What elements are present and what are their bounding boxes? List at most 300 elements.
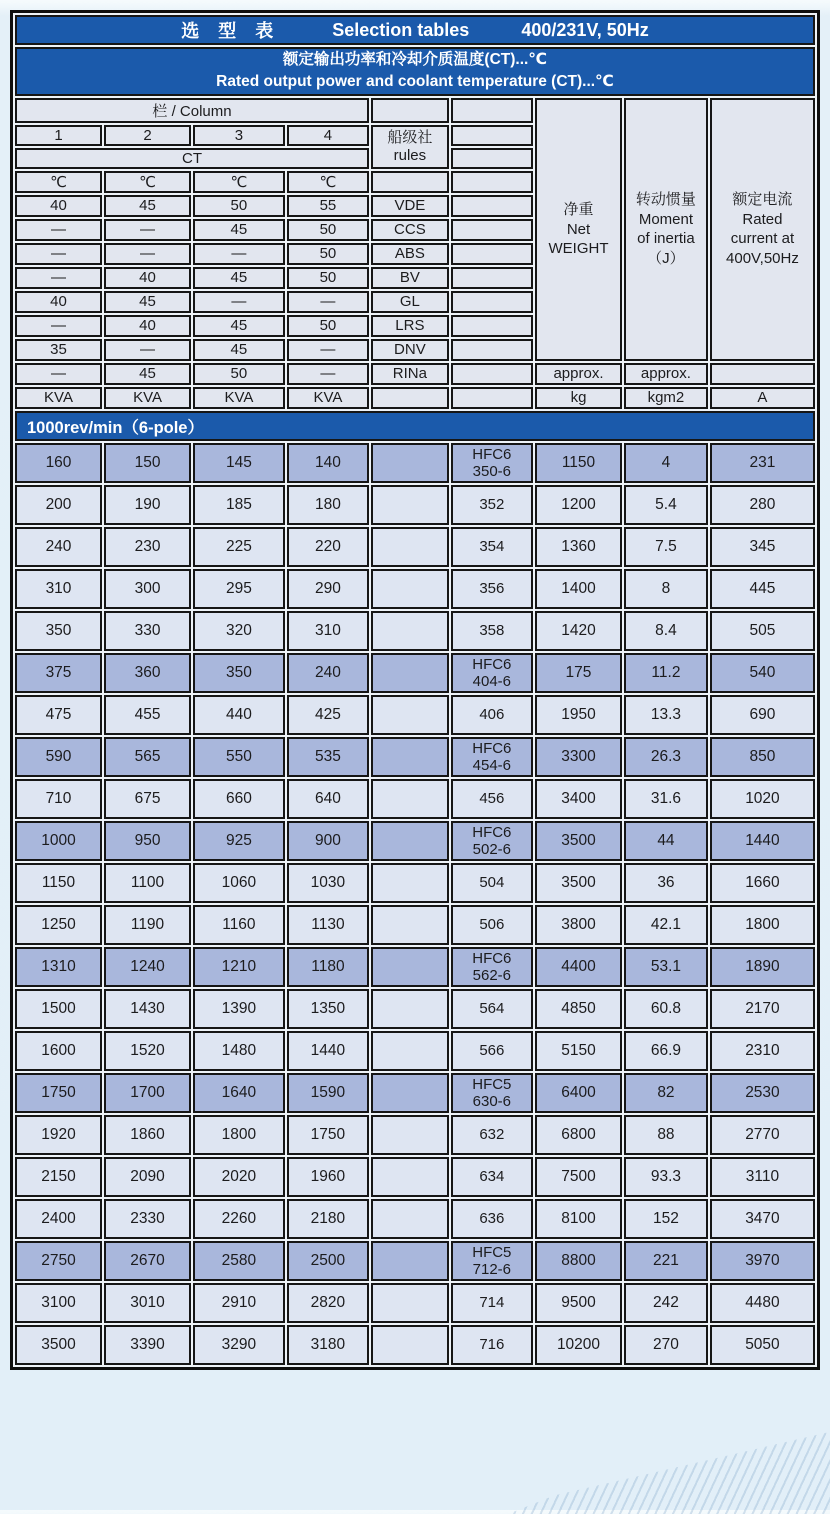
model-line: 634 <box>479 1168 505 1186</box>
table-row <box>15 737 815 777</box>
kva-rating-cell: 590 <box>15 737 102 777</box>
net-weight-cell: 4400 <box>535 947 622 987</box>
rated-current-cell: 540 <box>710 653 815 693</box>
selection-table <box>10 10 820 1370</box>
ct-value-cell: 35 <box>15 339 102 361</box>
subtitle-bar-cell <box>15 47 815 96</box>
kva-rating-cell: 2150 <box>15 1157 102 1197</box>
model-cell <box>451 443 533 483</box>
current-en3: 400V,50Hz <box>726 249 799 267</box>
net-weight-cell: 6400 <box>535 1073 622 1113</box>
weight-unit-cell: kg <box>535 387 622 409</box>
model-line: 350-6 <box>472 462 512 480</box>
model-cell <box>451 1199 533 1239</box>
ct-value-cell: — <box>104 219 191 241</box>
kva-rating-cell: 565 <box>104 737 191 777</box>
kva-rating-cell: 1500 <box>15 989 102 1029</box>
kva-rating-cell: 180 <box>287 485 369 525</box>
spare-empty-cell <box>451 387 533 409</box>
deg-cell: ℃ <box>15 171 102 193</box>
model-line: 404-6 <box>472 672 512 690</box>
column-number-cell: 4 <box>287 125 369 146</box>
kva-rating-cell: 925 <box>193 821 285 861</box>
kva-rating-cell: 2020 <box>193 1157 285 1197</box>
kva-rating-cell: 3100 <box>15 1283 102 1323</box>
inertia-value-cell: 42.1 <box>624 905 708 945</box>
inertia-value-cell: 270 <box>624 1325 708 1365</box>
kva-rating-cell: 1390 <box>193 989 285 1029</box>
title-bar-cell <box>15 15 815 45</box>
rated-current-cell: 3110 <box>710 1157 815 1197</box>
rules-empty-cell <box>371 171 449 193</box>
deg-cell: ℃ <box>193 171 285 193</box>
table-row <box>15 569 815 609</box>
rules-empty-cell <box>371 98 449 123</box>
kva-rating-cell: 200 <box>15 485 102 525</box>
inertia-value-cell: 88 <box>624 1115 708 1155</box>
net-weight-cell: 6800 <box>535 1115 622 1155</box>
spare-empty-cell <box>451 171 533 193</box>
kva-rating-cell: 3500 <box>15 1325 102 1365</box>
net-weight-cell: 1360 <box>535 527 622 567</box>
kva-rating-cell: 350 <box>15 611 102 651</box>
model-line: HFC6 <box>472 823 512 841</box>
rated-current-cell: 2530 <box>710 1073 815 1113</box>
inertia-header-cell <box>624 98 708 361</box>
kva-rating-cell: 2820 <box>287 1283 369 1323</box>
model-line: 712-6 <box>472 1260 512 1278</box>
table-row <box>15 653 815 693</box>
spare-empty-cell <box>451 291 533 313</box>
kva-rating-cell: 1030 <box>287 863 369 903</box>
rules-empty-cell <box>371 821 449 861</box>
kva-rating-cell: 145 <box>193 443 285 483</box>
rules-empty-cell <box>371 1157 449 1197</box>
inertia-value-cell: 221 <box>624 1241 708 1281</box>
table-row <box>15 1073 815 1113</box>
ct-value-cell: 45 <box>193 219 285 241</box>
ct-value-cell: 45 <box>193 315 285 337</box>
subtitle-row <box>15 47 815 96</box>
table-row <box>15 611 815 651</box>
rated-current-cell: 4480 <box>710 1283 815 1323</box>
net-weight-cell: 3500 <box>535 863 622 903</box>
model-cell <box>451 863 533 903</box>
kva-rating-cell: 550 <box>193 737 285 777</box>
kva-rating-cell: 350 <box>193 653 285 693</box>
ct-value-cell: 40 <box>15 195 102 217</box>
rules-empty-cell <box>371 863 449 903</box>
kva-rating-cell: 360 <box>104 653 191 693</box>
kva-rating-cell: 1800 <box>193 1115 285 1155</box>
inertia-value-cell: 82 <box>624 1073 708 1113</box>
rules-label-en: rules <box>393 146 427 164</box>
kva-rating-cell: 1180 <box>287 947 369 987</box>
net-weight-header-cell <box>535 98 622 361</box>
model-cell <box>451 569 533 609</box>
model-line: 352 <box>479 496 505 514</box>
model-cell <box>451 611 533 651</box>
net-weight-en2: WEIGHT <box>548 240 609 258</box>
inertia-value-cell: 13.3 <box>624 695 708 735</box>
table-row <box>15 821 815 861</box>
kva-rating-cell: 375 <box>15 653 102 693</box>
kva-rating-cell: 230 <box>104 527 191 567</box>
net-weight-cell: 4850 <box>535 989 622 1029</box>
ct-value-cell: 50 <box>287 243 369 265</box>
class-rule-cell: LRS <box>371 315 449 337</box>
ct-value-cell: — <box>193 291 285 313</box>
inertia-value-cell: 4 <box>624 443 708 483</box>
kva-rating-cell: 1060 <box>193 863 285 903</box>
class-rule-cell: DNV <box>371 339 449 361</box>
kva-rating-cell: 1520 <box>104 1031 191 1071</box>
kva-rating-cell: 425 <box>287 695 369 735</box>
model-line: 454-6 <box>472 756 512 774</box>
rules-empty-cell <box>371 779 449 819</box>
table-row <box>15 1031 815 1071</box>
kva-rating-cell: 1240 <box>104 947 191 987</box>
model-line: 504 <box>479 874 505 892</box>
kva-rating-cell: 150 <box>104 443 191 483</box>
inertia-value-cell: 7.5 <box>624 527 708 567</box>
model-line: HFC5 <box>472 1243 512 1261</box>
table-row <box>15 1283 815 1323</box>
ct-value-cell: — <box>287 339 369 361</box>
kva-rating-cell: 710 <box>15 779 102 819</box>
ct-value-cell: 50 <box>193 363 285 385</box>
rules-empty-cell <box>371 905 449 945</box>
kva-rating-cell: 1160 <box>193 905 285 945</box>
net-weight-cell: 5150 <box>535 1031 622 1071</box>
current-en2: current at <box>730 230 795 248</box>
class-rule-cell: VDE <box>371 195 449 217</box>
title-spec: 400/231V, 50Hz <box>521 19 649 40</box>
kva-rating-cell: 2500 <box>287 1241 369 1281</box>
kva-rating-cell: 1000 <box>15 821 102 861</box>
table-row <box>15 779 815 819</box>
speed-section-row <box>15 411 815 441</box>
kva-rating-cell: 300 <box>104 569 191 609</box>
ct-value-cell: — <box>15 219 102 241</box>
class-rule-cell: ABS <box>371 243 449 265</box>
ct-value-cell: — <box>104 339 191 361</box>
inertia-value-cell: 8.4 <box>624 611 708 651</box>
class-rule-cell: GL <box>371 291 449 313</box>
spare-empty-cell <box>451 267 533 289</box>
kva-unit-cell: KVA <box>15 387 102 409</box>
rated-current-cell: 3470 <box>710 1199 815 1239</box>
column-number-cell: 3 <box>193 125 285 146</box>
model-line: 714 <box>479 1294 505 1312</box>
net-weight-cell: 8100 <box>535 1199 622 1239</box>
model-line: HFC6 <box>472 445 512 463</box>
ct-value-cell: — <box>287 363 369 385</box>
model-cell <box>451 1115 533 1155</box>
net-weight-cell: 1950 <box>535 695 622 735</box>
table-row <box>15 527 815 567</box>
approx-inertia-cell: approx. <box>624 363 708 385</box>
rated-current-cell: 1440 <box>710 821 815 861</box>
spare-empty-cell <box>451 125 533 146</box>
class-rule-cell: RINa <box>371 363 449 385</box>
rated-current-cell: 505 <box>710 611 815 651</box>
title-en: Selection tables <box>332 19 470 40</box>
inertia-value-cell: 53.1 <box>624 947 708 987</box>
rated-current-cell: 1660 <box>710 863 815 903</box>
title-cn: 选 型 表 <box>181 21 281 41</box>
corner-watermark-graphic <box>508 1430 830 1514</box>
data-section <box>15 411 815 1365</box>
table-row <box>15 989 815 1029</box>
model-cell <box>451 1031 533 1071</box>
table-row <box>15 1241 815 1281</box>
rated-current-cell: 690 <box>710 695 815 735</box>
model-cell <box>451 1073 533 1113</box>
current-unit-cell: A <box>710 387 815 409</box>
kva-rating-cell: 2750 <box>15 1241 102 1281</box>
kva-rating-cell: 1640 <box>193 1073 285 1113</box>
kva-rating-cell: 1750 <box>287 1115 369 1155</box>
model-line: 506 <box>479 916 505 934</box>
table-row <box>15 443 815 483</box>
model-cell <box>451 653 533 693</box>
kva-rating-cell: 1700 <box>104 1073 191 1113</box>
kva-rating-cell: 310 <box>15 569 102 609</box>
ct-value-cell: 40 <box>104 315 191 337</box>
inertia-value-cell: 26.3 <box>624 737 708 777</box>
current-cn: 额定电流 <box>732 191 793 209</box>
ct-value-cell: — <box>287 291 369 313</box>
model-cell <box>451 737 533 777</box>
ct-value-cell: 50 <box>193 195 285 217</box>
kva-rating-cell: 2260 <box>193 1199 285 1239</box>
kva-rating-cell: 2180 <box>287 1199 369 1239</box>
model-line: 406 <box>479 706 505 724</box>
class-rule-cell: BV <box>371 267 449 289</box>
net-weight-en1: Net <box>566 220 591 238</box>
ct-value-cell: — <box>15 315 102 337</box>
kva-rating-cell: 1750 <box>15 1073 102 1113</box>
kva-rating-cell: 160 <box>15 443 102 483</box>
inertia-value-cell: 44 <box>624 821 708 861</box>
kva-rating-cell: 1430 <box>104 989 191 1029</box>
kva-rating-cell: 2580 <box>193 1241 285 1281</box>
ct-value-cell: 45 <box>104 291 191 313</box>
rules-empty-cell <box>371 737 449 777</box>
table-row <box>15 1325 815 1365</box>
model-line: 456 <box>479 790 505 808</box>
model-cell <box>451 1157 533 1197</box>
model-line: 354 <box>479 538 505 556</box>
kva-rating-cell: 310 <box>287 611 369 651</box>
kva-rating-cell: 475 <box>15 695 102 735</box>
table-row <box>15 1199 815 1239</box>
rules-empty-cell <box>371 1073 449 1113</box>
subtitle-line-en: Rated output power and coolant temperature (CT)...℃ <box>216 73 614 91</box>
rules-empty-cell <box>371 1283 449 1323</box>
kva-rating-cell: 2400 <box>15 1199 102 1239</box>
column-number-cell: 2 <box>104 125 191 146</box>
kva-rating-cell: 140 <box>287 443 369 483</box>
inertia-value-cell: 93.3 <box>624 1157 708 1197</box>
rules-empty-cell <box>371 527 449 567</box>
table-row <box>15 863 815 903</box>
model-cell <box>451 1241 533 1281</box>
spare-empty-cell <box>451 363 533 385</box>
ct-value-cell: — <box>104 243 191 265</box>
title-group <box>19 17 811 43</box>
model-line: HFC6 <box>472 655 512 673</box>
table-row <box>15 947 815 987</box>
rated-current-cell: 2170 <box>710 989 815 1029</box>
model-cell <box>451 1325 533 1365</box>
kva-rating-cell: 1100 <box>104 863 191 903</box>
kva-rating-cell: 1210 <box>193 947 285 987</box>
inertia-value-cell: 8 <box>624 569 708 609</box>
model-cell <box>451 485 533 525</box>
rules-empty-cell <box>371 443 449 483</box>
net-weight-cell: 175 <box>535 653 622 693</box>
kva-rating-cell: 3290 <box>193 1325 285 1365</box>
header-section <box>15 15 815 409</box>
rules-empty-cell <box>371 1241 449 1281</box>
model-line: HFC6 <box>472 949 512 967</box>
rules-empty-cell <box>371 1325 449 1365</box>
rules-empty-cell <box>371 1115 449 1155</box>
kva-rating-cell: 290 <box>287 569 369 609</box>
spare-empty-cell <box>451 339 533 361</box>
model-line: 356 <box>479 580 505 598</box>
inertia-value-cell: 5.4 <box>624 485 708 525</box>
rated-current-cell: 2770 <box>710 1115 815 1155</box>
model-cell <box>451 947 533 987</box>
ct-value-cell: 55 <box>287 195 369 217</box>
kva-rating-cell: 190 <box>104 485 191 525</box>
ct-value-cell: 45 <box>193 339 285 361</box>
kva-rating-cell: 950 <box>104 821 191 861</box>
model-line: 632 <box>479 1126 505 1144</box>
kva-rating-cell: 640 <box>287 779 369 819</box>
kva-rating-cell: 320 <box>193 611 285 651</box>
kva-rating-cell: 240 <box>15 527 102 567</box>
kva-rating-cell: 3180 <box>287 1325 369 1365</box>
inertia-cn: 转动惯量 <box>635 191 696 209</box>
net-weight-cell: 10200 <box>535 1325 622 1365</box>
kva-rating-cell: 1600 <box>15 1031 102 1071</box>
model-line: 502-6 <box>472 840 512 858</box>
rules-empty-cell <box>371 387 449 409</box>
subtitle-line-cn: 额定输出功率和冷却介质温度(CT)...℃ <box>282 51 548 68</box>
inertia-value-cell: 31.6 <box>624 779 708 819</box>
table-row <box>15 1115 815 1155</box>
inertia-value-cell: 11.2 <box>624 653 708 693</box>
kva-rating-cell: 535 <box>287 737 369 777</box>
inertia-en3: （J） <box>647 249 685 267</box>
model-cell <box>451 1283 533 1323</box>
model-cell <box>451 821 533 861</box>
rated-current-cell: 1890 <box>710 947 815 987</box>
inertia-value-cell: 36 <box>624 863 708 903</box>
kva-rating-cell: 1190 <box>104 905 191 945</box>
rules-label-cn: 船级社 <box>387 128 433 146</box>
model-cell <box>451 695 533 735</box>
ct-label-cell: CT <box>15 148 369 169</box>
column-group-row <box>15 98 815 123</box>
ct-value-cell: 45 <box>193 267 285 289</box>
classification-rules-header-cell <box>371 125 449 169</box>
model-line: 716 <box>479 1336 505 1354</box>
rated-current-cell: 850 <box>710 737 815 777</box>
kva-rating-cell: 1440 <box>287 1031 369 1071</box>
kva-rating-cell: 1310 <box>15 947 102 987</box>
net-weight-cell: 3400 <box>535 779 622 819</box>
unit-row <box>15 387 815 409</box>
kva-rating-cell: 1480 <box>193 1031 285 1071</box>
rules-empty-cell <box>371 1031 449 1071</box>
kva-rating-cell: 295 <box>193 569 285 609</box>
rated-current-cell: 5050 <box>710 1325 815 1365</box>
approx-current-cell <box>710 363 815 385</box>
rated-current-cell: 3970 <box>710 1241 815 1281</box>
kva-rating-cell: 2670 <box>104 1241 191 1281</box>
kva-rating-cell: 2330 <box>104 1199 191 1239</box>
kva-rating-cell: 675 <box>104 779 191 819</box>
rated-current-header-cell <box>710 98 815 361</box>
current-en1: Rated <box>742 210 783 228</box>
spare-empty-cell <box>451 315 533 337</box>
model-cell <box>451 905 533 945</box>
kva-rating-cell: 240 <box>287 653 369 693</box>
kva-rating-cell: 330 <box>104 611 191 651</box>
rated-current-cell: 1800 <box>710 905 815 945</box>
model-line: HFC5 <box>472 1075 512 1093</box>
kva-rating-cell: 2090 <box>104 1157 191 1197</box>
model-line: 562-6 <box>472 966 512 984</box>
ct-value-cell: 45 <box>104 195 191 217</box>
speed-section-bar: 1000rev/min（6-pole） <box>15 411 815 441</box>
ct-value-cell: 50 <box>287 267 369 289</box>
rated-current-cell: 2310 <box>710 1031 815 1071</box>
rated-current-cell: 280 <box>710 485 815 525</box>
model-line: 566 <box>479 1042 505 1060</box>
kva-rating-cell: 1350 <box>287 989 369 1029</box>
column-number-cell: 1 <box>15 125 102 146</box>
ct-value-cell: — <box>15 363 102 385</box>
net-weight-cell: 1400 <box>535 569 622 609</box>
kva-rating-cell: 660 <box>193 779 285 819</box>
inertia-value-cell: 242 <box>624 1283 708 1323</box>
column-group-label-cell: 栏 / Column <box>15 98 369 123</box>
rules-empty-cell <box>371 989 449 1029</box>
kva-rating-cell: 440 <box>193 695 285 735</box>
kva-rating-cell: 1250 <box>15 905 102 945</box>
inertia-value-cell: 66.9 <box>624 1031 708 1071</box>
spare-empty-cell <box>451 148 533 169</box>
spare-empty-cell <box>451 219 533 241</box>
table-row <box>15 485 815 525</box>
kva-rating-cell: 1960 <box>287 1157 369 1197</box>
net-weight-cn: 净重 <box>563 201 594 219</box>
ct-value-cell: 40 <box>15 291 102 313</box>
kva-unit-cell: KVA <box>287 387 369 409</box>
kva-rating-cell: 455 <box>104 695 191 735</box>
kva-rating-cell: 3010 <box>104 1283 191 1323</box>
rated-current-cell: 445 <box>710 569 815 609</box>
kva-rating-cell: 1150 <box>15 863 102 903</box>
kva-rating-cell: 3390 <box>104 1325 191 1365</box>
ct-value-cell: 50 <box>287 219 369 241</box>
